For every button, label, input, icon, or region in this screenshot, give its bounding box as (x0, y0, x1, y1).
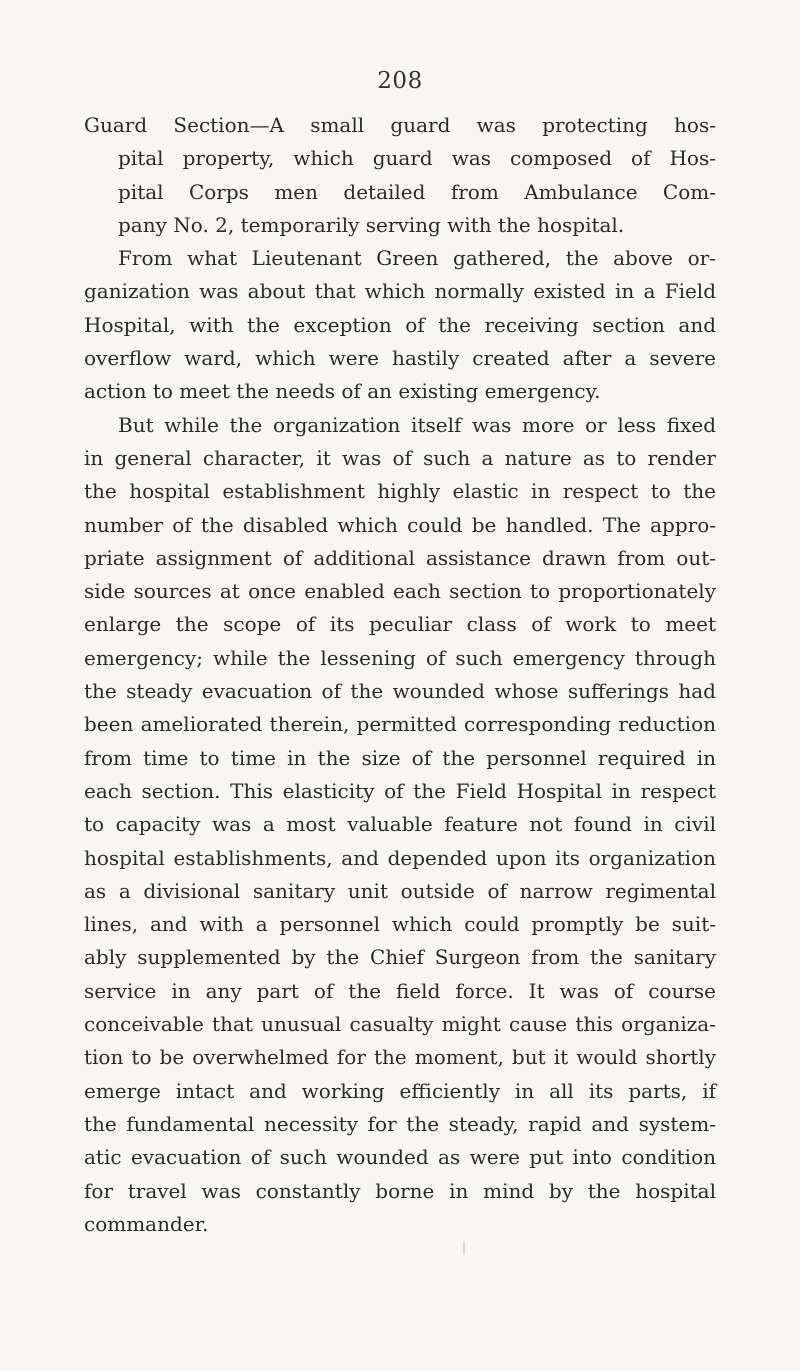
text-line: in general character, it was of such a nature as to render (84, 445, 716, 470)
text-line: for travel was constantly borne in mind by the hospital (84, 1178, 716, 1203)
text-line: From what Lieutenant Green gathered, the above or- (118, 246, 716, 271)
text-line: Guard Section—A small guard was protecting hos- (84, 113, 716, 137)
paper-blemish (463, 1241, 465, 1255)
paragraph-elasticity (84, 409, 716, 1241)
paragraph-organization (84, 242, 716, 408)
paragraph-guard-section (84, 109, 716, 242)
text-line: pital property, which guard was composed of Hos- (118, 146, 716, 171)
text-line: to capacity was a most valuable feature not found in civil (84, 812, 716, 837)
text-line: emerge intact and working efficiently in all its parts, if (84, 1078, 716, 1103)
text-line: the hospital establishment highly elastic in respect to the (84, 479, 716, 504)
text-line: pital Corps men detailed from Ambulance Com- (118, 179, 716, 204)
text-line: lines, and with a personnel which could promptly be suit- (84, 912, 716, 937)
body-text (84, 109, 716, 1241)
text-line: side sources at once enabled each section to proportionately (84, 579, 716, 604)
text-line: overflow ward, which were hastily created after a severe (84, 346, 716, 371)
text-line: commander. (84, 1211, 209, 1236)
text-line: Hospital, with the exception of the receiving section and (84, 312, 716, 337)
text-line: enlarge the scope of its peculiar class of work to meet (84, 612, 716, 637)
text-line: pany No. 2, temporarily serving with the hospital. (118, 212, 625, 237)
text-line: conceivable that unusual casualty might cause this organiza- (84, 1012, 716, 1037)
text-line: priate assignment of additional assistance drawn from out- (84, 545, 716, 570)
page-number: 208 (377, 68, 423, 94)
text-line: tion to be overwhelmed for the moment, but it would shortly (84, 1045, 716, 1070)
text-line: ganization was about that which normally existed in a Field (84, 279, 716, 304)
text-line: emergency; while the lessening of such emergency through (84, 645, 716, 670)
text-line: the steady evacuation of the wounded whose sufferings had (84, 679, 716, 704)
text-line: atic evacuation of such wounded as were put into condition (84, 1145, 716, 1170)
text-line: from time to time in the size of the personnel required in (84, 745, 716, 770)
text-line: number of the disabled which could be handled. The appro- (84, 512, 716, 537)
text-line: service in any part of the field force. It was of course (84, 978, 716, 1003)
text-line: as a divisional sanitary unit outside of narrow regimental (84, 878, 716, 903)
text-line: ably supplemented by the Chief Surgeon from the sanitary (84, 945, 716, 970)
text-line: hospital establishments, and depended upon its organization (84, 845, 716, 870)
text-line: been ameliorated therein, permitted corresponding reduction (84, 712, 716, 737)
text-line: action to meet the needs of an existing emergency. (84, 379, 601, 404)
text-line: each section. This elasticity of the Field Hospital in respect (84, 778, 716, 803)
text-line: But while the organization itself was more or less fixed (118, 412, 716, 437)
text-line: the fundamental necessity for the steady, rapid and system- (84, 1111, 716, 1136)
